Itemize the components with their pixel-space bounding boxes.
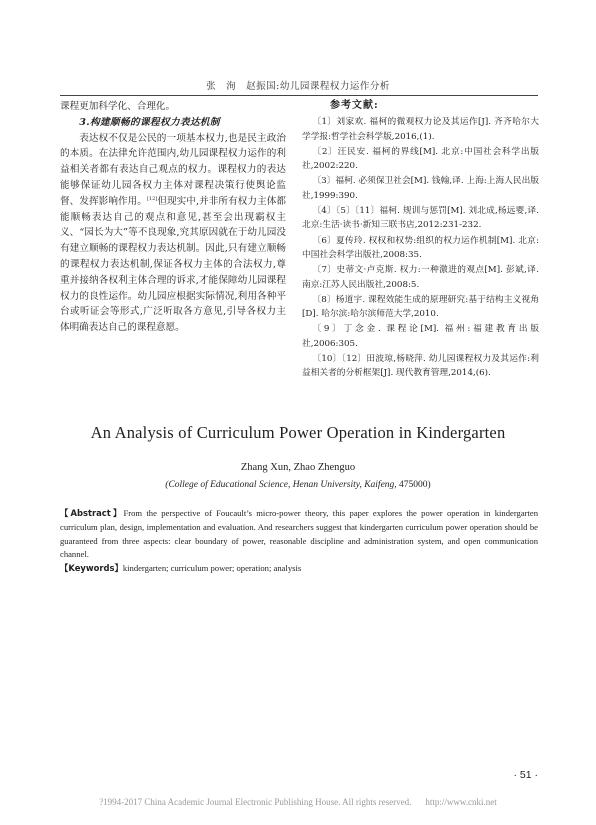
paragraph-text-before-note: 表达权不仅是公民的一项基本权力,也是民主政治的本质。在法律允许范围内,幼儿园课程权力运作的利益相关者都有表达自己观点的权力。课程权力的表达能够保证幼儿园各权力主体对课程决策行使舆论监督、发挥影响作用。: [60, 132, 286, 207]
running-header: 张 洵 赵振国:幼儿园课程权力运作分析: [206, 81, 390, 92]
reference-item: 〔3〕福柯. 必须保卫社会[M]. 钱翰,译. 上海:上海人民出版社,1999:390.: [302, 176, 539, 201]
left-column: [60, 99, 286, 336]
paragraph-text-after-note: 但现实中,并非所有权力主体都能顺畅表达自己的观点和意见,甚至会出现霸权主义、“园长为大”等不良现象,究其原因就在于幼儿园没有建立顺畅的课程权力表达机制。因此,只有建立顺畅的课程权力表达机制,保证各权力主体的合法权力,尊重并接纳各权利主体合理的诉求,才能保障幼儿园课程权力的良性运作。幼儿园应根据实际情况,利用各种平台或听证会等形式,广泛听取各方意见,引导各权力主体明确表达自己的课程意愿。: [60, 195, 286, 334]
continuation-text: 课程更加科学化、合理化。: [60, 101, 176, 112]
footer-copyright: [0, 797, 596, 807]
copyright-text: ?1994-2017 China Academic Journal Electronic Publishing House. All rights reserved.: [99, 797, 412, 807]
english-title: An Analysis of Curriculum Power Operation in Kindergarten: [90, 423, 506, 442]
keywords-paragraph: [60, 562, 538, 576]
reference-item: 〔2〕汪民安. 福柯的界线[M]. 北京:中国社会科学出版社,2002:220.: [302, 146, 539, 172]
reference-item: 〔1〕刘家欢. 福柯的微观权力论及其运作[J]. 齐齐哈尔大学学报:哲学社会科学版,2016,(1).: [302, 117, 539, 142]
reference-item: 〔9〕丁念金. 课程论[M]. 福州:福建教育出版社,2006:305.: [302, 324, 539, 349]
references-section: [302, 99, 539, 382]
reference-item: 〔10〕〔12〕田波琼,杨晓萍. 幼儿园课程权力及其运作:利益相关者的分析框架[J]. 现代教育管理,2014,(6).: [302, 354, 539, 379]
reference-item: 〔7〕史蒂文·卢克斯. 权力:一种激进的观点[M]. 彭斌,译. 南京:江苏人民出版社,2008:5.: [302, 265, 539, 290]
references-title: 参考文献:: [330, 100, 379, 111]
english-abstract-block: [60, 507, 538, 576]
note-reference: [12]: [146, 195, 158, 202]
english-affiliation: [0, 480, 596, 490]
footer-url: http://www.cnki.net: [425, 797, 497, 807]
abstract-label: 【Abstract】: [60, 508, 124, 518]
reference-item: 〔6〕夏传玲. 权权和权势:组织的权力运作机制[M]. 北京:中国社会科学出版社,2008:35.: [302, 235, 539, 260]
abstract-paragraph: [60, 507, 538, 562]
keywords-label: 【Keywords】: [60, 563, 123, 574]
abstract-text: From the perspective of Foucault’s micro-power theory, this paper explores the power operation in kindergarten curriculum plan, design, implementation and evaluation. And researchers suggest that kindergarten curriculum power operation should be guaranteed from three aspects: clear boundary of power, reasonable discipline and administration system, and open communication channel.: [60, 508, 539, 560]
references-list: [302, 115, 539, 380]
reference-item: 〔4〕〔5〕〔11〕福柯. 规训与惩罚[M]. 刘北成,杨远婴,译. 北京:生活·读书·新知三联书店,2012:231-232.: [302, 206, 539, 231]
header-rule: [60, 95, 538, 96]
reference-item: 〔8〕杨道宇. 课程效能生成的原理研究:基于结构主义视角[D]. 哈尔滨:哈尔滨师范大学,2010.: [302, 294, 539, 320]
page-number: · 51 ·: [513, 769, 538, 781]
section-subheading: 3.构建顺畅的课程权力表达机制: [79, 116, 220, 128]
body-paragraph: [60, 131, 286, 336]
keywords-text: kindergarten; curriculum power; operation; analysis: [122, 563, 302, 574]
english-authors: Zhang Xun, Zhao Zhenguo: [240, 462, 356, 473]
affiliation-text: (College of Educational Science, Henan University, Kaifeng,: [165, 480, 397, 490]
affiliation-postcode: 475000): [399, 480, 431, 490]
